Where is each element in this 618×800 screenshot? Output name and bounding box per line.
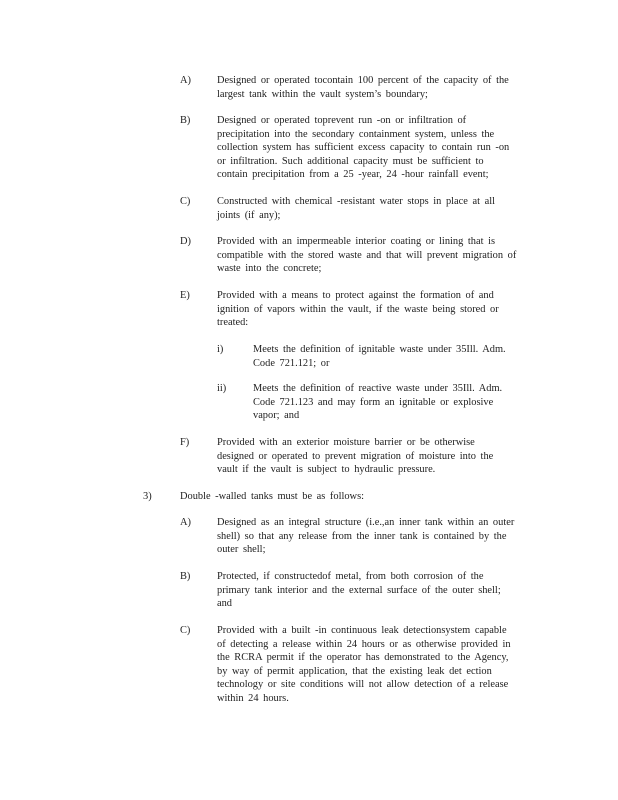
item-text-line: and xyxy=(217,598,233,610)
item-label: E) xyxy=(180,290,190,301)
item-text-line: primary tank interior and the external surface of the outer shell; xyxy=(217,584,501,596)
item-text-line: vapor; and xyxy=(253,410,300,422)
item-text-line: compatible with the stored waste and that will prevent migration of xyxy=(217,249,517,261)
item-label: D) xyxy=(180,236,191,247)
item-text-line: contain precipitation from a 25 -year, 24 -hour rainfall event; xyxy=(217,169,489,181)
item-text-line: Code 721.123 and may form an ignitable or explosive xyxy=(253,396,494,408)
item-text-line: Protected, if constructedof metal, from both corrosion of the xyxy=(217,571,484,582)
item-text-line: outer shell; xyxy=(217,544,266,556)
item-text-line: designed or operated to prevent migration of moisture into the xyxy=(217,450,494,462)
item-text-line: Provided with a built -in continuous leak detectionsystem capable xyxy=(217,625,507,636)
item-text-line: Provided with an exterior moisture barrier or be otherwise xyxy=(217,437,475,448)
item-text-line: technology or site conditions will not allow detection of a release xyxy=(217,679,509,691)
item-text-line: Constructed with chemical -resistant water stops in place at all xyxy=(217,196,495,207)
item-label: A) xyxy=(180,517,191,528)
item-text-line: Designed or operated toprevent run -on or infiltration of xyxy=(217,115,467,126)
item-text-line: joints (if any); xyxy=(217,209,281,221)
item-label: C) xyxy=(180,196,191,207)
item-text-line: or infiltration. Such additional capacity must be sufficient to xyxy=(217,155,484,167)
item-label: ii) xyxy=(217,383,227,394)
item-text-line: the RCRA permit if the operator has demonstrated to the Agency, xyxy=(217,652,509,664)
item-text-line: by way of permit application, that the existing leak det ection xyxy=(217,665,492,677)
item-text-line: within 24 hours. xyxy=(217,692,289,704)
item-text-line: Double -walled tanks must be as follows: xyxy=(180,491,364,502)
item-text-line: Designed as an integral structure (i.e.,an inner tank within an outer xyxy=(217,517,515,528)
item-text-line: collection system has sufficient excess capacity to contain run -on xyxy=(217,142,510,154)
item-label: B) xyxy=(180,115,191,126)
item-text-line: Designed or operated tocontain 100 percent of the capacity of the xyxy=(217,75,509,86)
item-label: C) xyxy=(180,625,191,636)
item-label: 3) xyxy=(143,491,152,502)
item-text-line: waste into the concrete; xyxy=(217,263,322,275)
item-label: i) xyxy=(217,344,224,355)
item-text-line: Meets the definition of ignitable waste under 35Ill. Adm. xyxy=(253,344,506,355)
item-text-line: shell) so that any release from the inner tank is contained by the xyxy=(217,530,507,542)
item-text-line: largest tank within the vault system’s boundary; xyxy=(217,88,428,100)
item-label: B) xyxy=(180,571,191,582)
item-text-line: Provided with a means to protect against the formation of and xyxy=(217,290,494,301)
item-text-line: treated: xyxy=(217,317,249,329)
item-text-line: vault if the vault is subject to hydraulic pressure. xyxy=(217,464,436,476)
item-text-line: ignition of vapors within the vault, if the waste being stored or xyxy=(217,303,499,315)
item-text-line: Provided with an impermeable interior coating or lining that is xyxy=(217,236,495,247)
item-text-line: Code 721.121; or xyxy=(253,357,330,369)
item-text-line: precipitation into the secondary containment system, unless the xyxy=(217,128,495,140)
item-text-line: of detecting a release within 24 hours or as otherwise provided in xyxy=(217,638,511,650)
item-text-line: Meets the definition of reactive waste under 35Ill. Adm. xyxy=(253,383,503,394)
item-label: F) xyxy=(180,437,190,448)
item-label: A) xyxy=(180,75,191,86)
